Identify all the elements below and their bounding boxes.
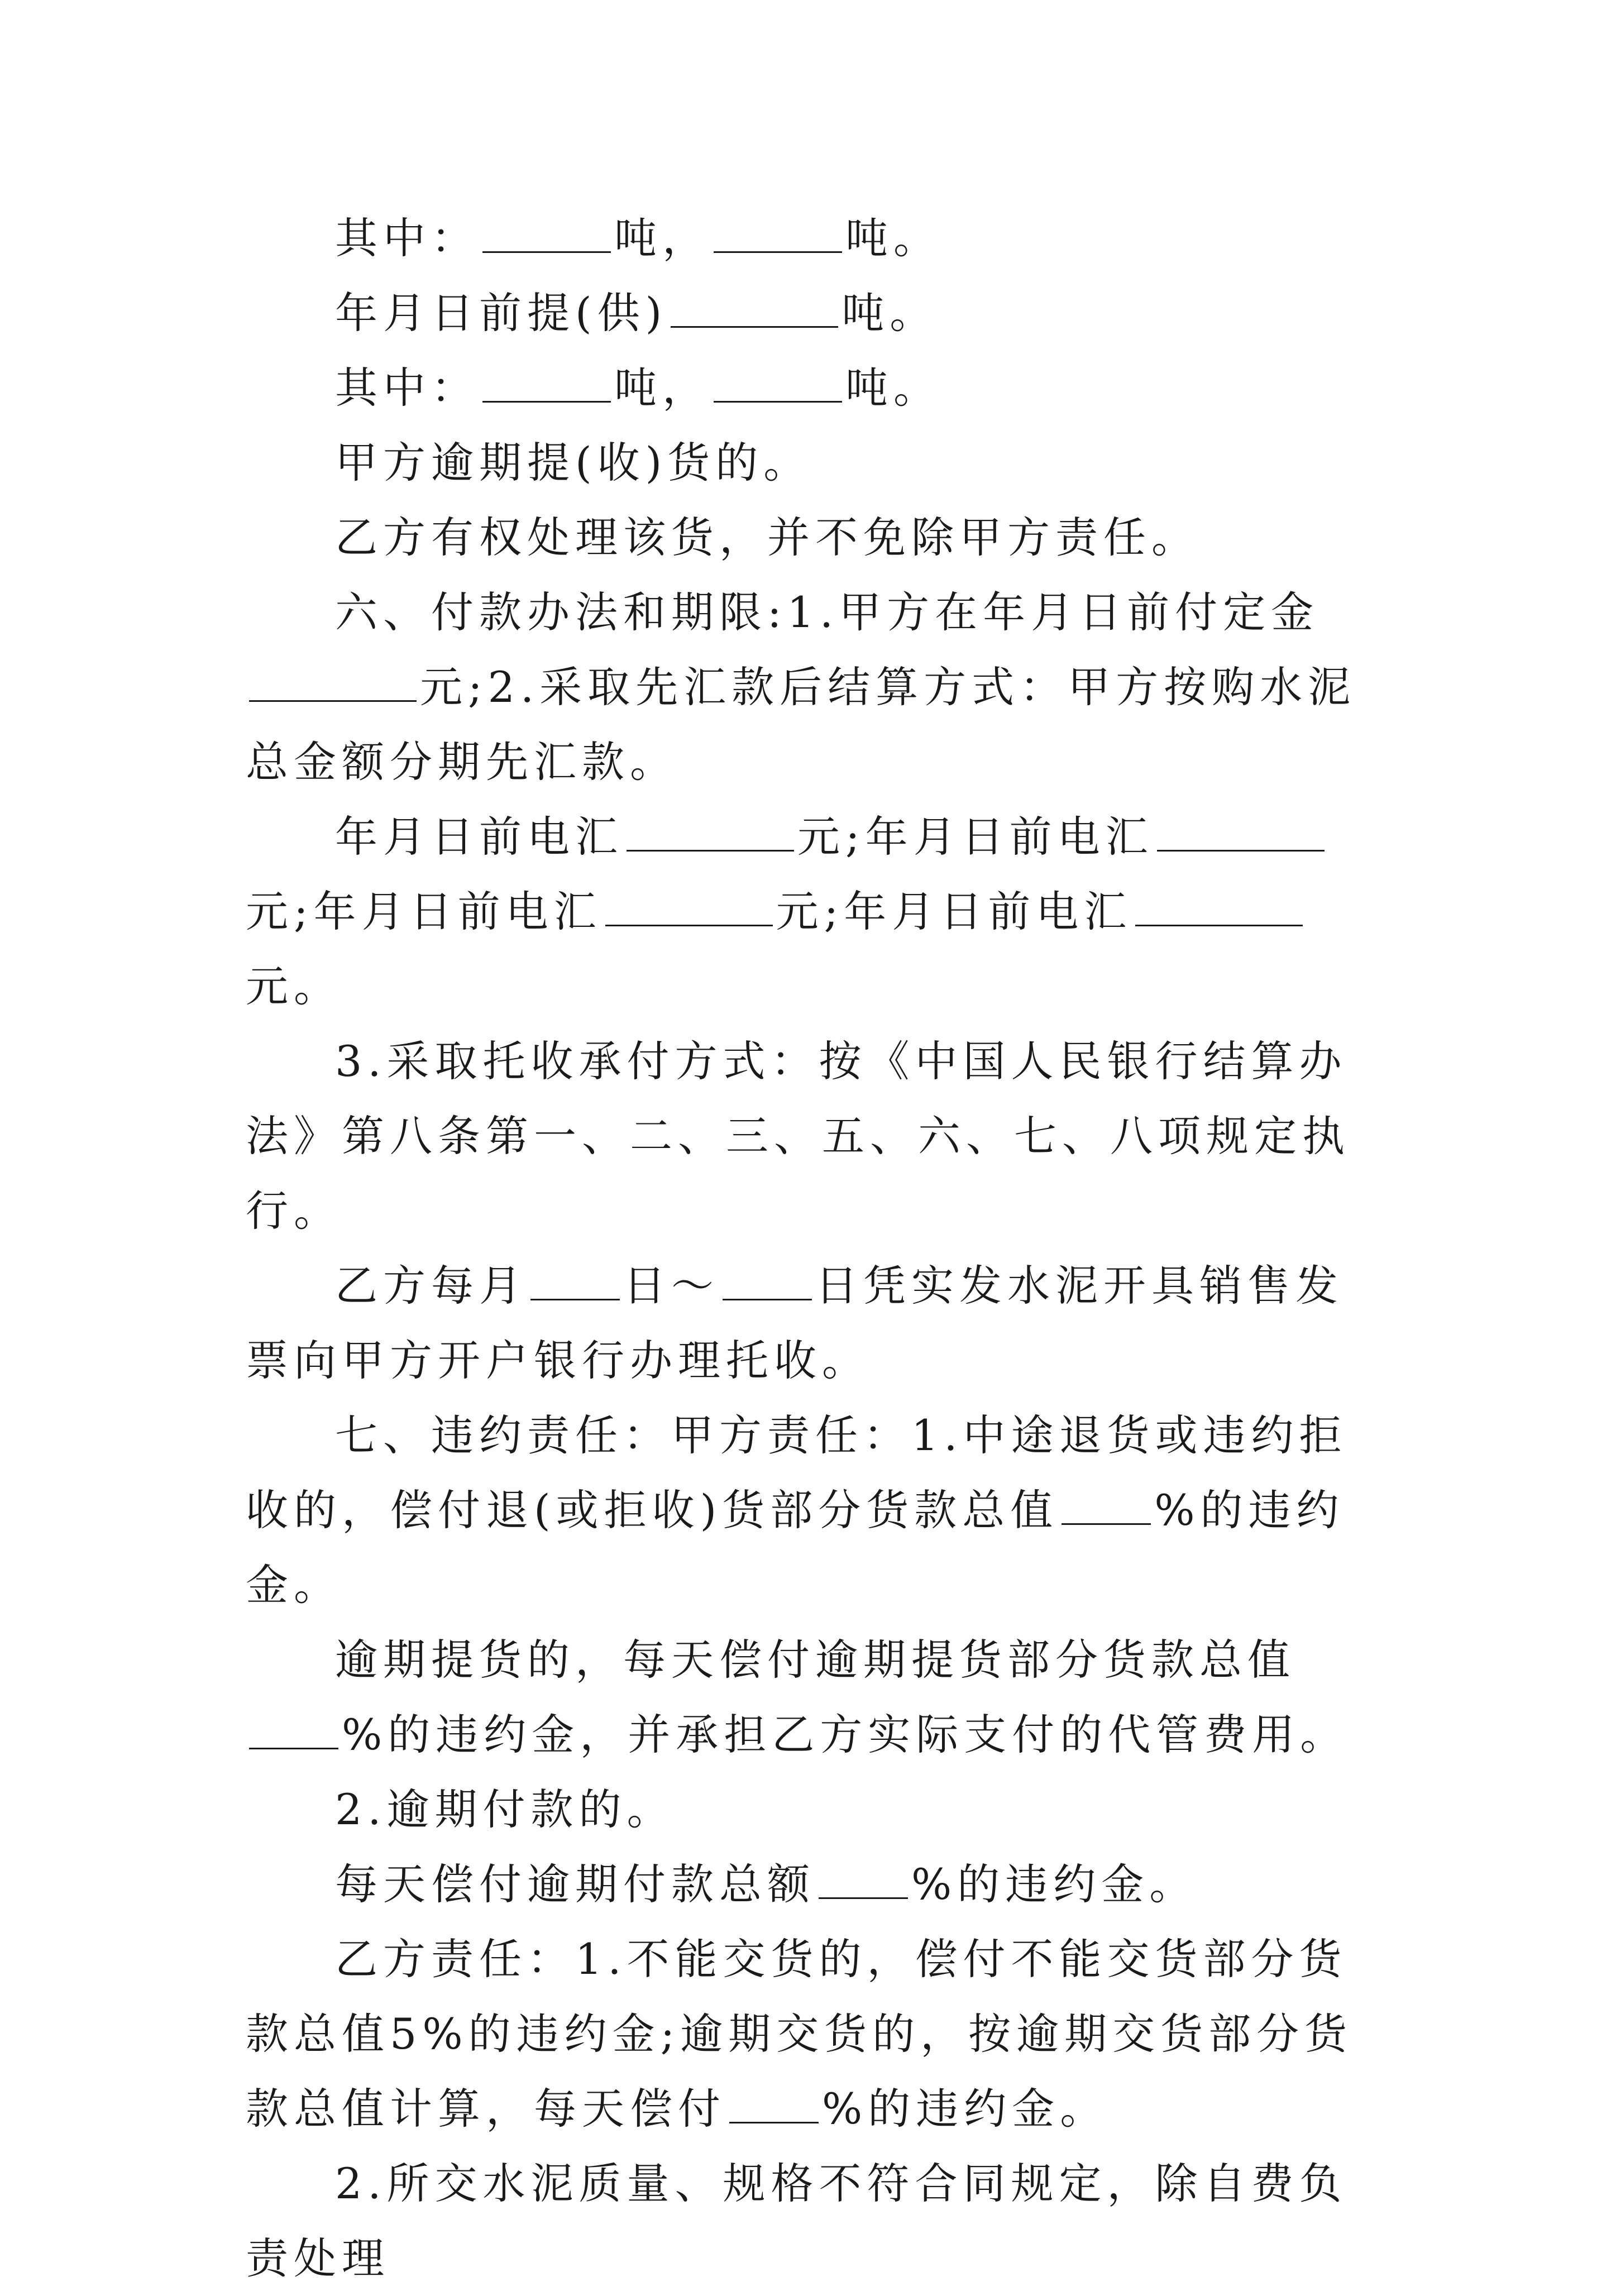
text-segment: 吨。 [842,288,938,338]
paragraph-seller-rights [246,500,1368,575]
paragraph-quality-clause [246,2146,1368,2296]
blank-line [530,1265,620,1300]
paragraph-late-payment [246,1772,1368,1847]
text-segment: 乙方责任：1.不能交货的，偿付不能交货部分货款总值5%的违约金;逾期交货的，按逾期交货部分货款总值计算，每天偿付 [246,1934,1353,2134]
paragraph-wire-schedule [246,800,1368,1024]
paragraph-delivery-date [246,276,1368,351]
text-segment: %的违约金。 [246,1485,1345,1610]
text-segment: 3.采取托收承付方式：按《中国人民银行结算办法》第八条第一、二、三、五、六、七、八项规定执行。 [246,1036,1350,1236]
blank-line [1157,816,1325,852]
blank-line [729,2088,819,2123]
text-segment: 年月日前电汇 [335,812,623,862]
text-segment: %的违约金。 [911,1859,1198,1909]
text-segment: 六、付款办法和期限:1.甲方在年月日前付定金 [335,587,1319,637]
document-body [246,201,1368,2296]
blank-line [714,218,842,253]
text-segment: 乙方有权处理该货，并不免除甲方责任。 [335,513,1199,562]
text-segment: 每天偿付逾期付款总额 [335,1859,815,1909]
text-segment: 其中： [335,213,479,263]
text-segment: 元;年月日前电汇 [797,812,1154,862]
paragraph-monthly-billing [246,1249,1368,1398]
text-segment: 日凭实发水泥开具销售发票向甲方开户银行办理托收。 [246,1261,1344,1385]
blank-line [249,1714,338,1749]
paragraph-breach-buyer [246,1398,1368,1623]
blank-line [249,667,417,702]
paragraph-tonnage-split-1 [246,201,1368,276]
paragraph-breach-seller [246,1922,1368,2146]
paragraph-tonnage-split-2 [246,351,1368,425]
blank-line [605,891,773,926]
paragraph-payment-terms [246,575,1368,800]
text-segment: 元;年月日前电汇 [776,887,1132,936]
text-segment: 吨， [614,363,710,413]
text-segment: 日～ [623,1261,719,1310]
text-segment: 逾期提货的，每天偿付逾期提货部分货款总值 [335,1635,1295,1685]
paragraph-collection-method [246,1024,1368,1249]
text-segment: 元。 [246,962,342,1011]
blank-line [1135,891,1303,926]
text-segment: %的违约金。 [822,2084,1108,2134]
text-segment: 甲方逾期提(收)货的。 [335,438,812,487]
text-segment: 元;2.采取先汇款后结算方式：甲方按购水泥总金额分期先汇款。 [246,662,1356,787]
text-segment: 年月日前提(供) [335,288,668,338]
text-segment: 元;年月日前电汇 [246,887,602,936]
text-segment: 七、违约责任：甲方责任：1.中途退货或违约拒收的，偿付退(或拒收)货部分货款总值 [246,1410,1347,1535]
blank-line [819,1864,908,1899]
blank-line [1062,1490,1151,1525]
text-segment: 2.所交水泥质量、规格不符合同规定，除自费负责处理 [246,2159,1347,2283]
paragraph-late-payment-penalty [246,1847,1368,1922]
blank-line [482,218,611,253]
paragraph-late-pickup-penalty [246,1623,1368,1772]
text-segment: 吨， [614,213,710,263]
blank-line [723,1265,812,1300]
text-segment: %的违约金，并承担乙方实际支付的代管费用。 [342,1710,1349,1759]
blank-line [671,293,838,328]
text-segment: 乙方每月 [335,1261,527,1310]
text-segment: 吨。 [845,363,941,413]
blank-line [482,367,611,403]
blank-line [627,816,794,852]
blank-line [714,367,842,403]
text-segment: 2.逾期付款的。 [335,1785,675,1834]
paragraph-late-pickup [246,425,1368,500]
text-segment: 吨。 [845,213,941,263]
text-segment: 其中： [335,363,479,413]
